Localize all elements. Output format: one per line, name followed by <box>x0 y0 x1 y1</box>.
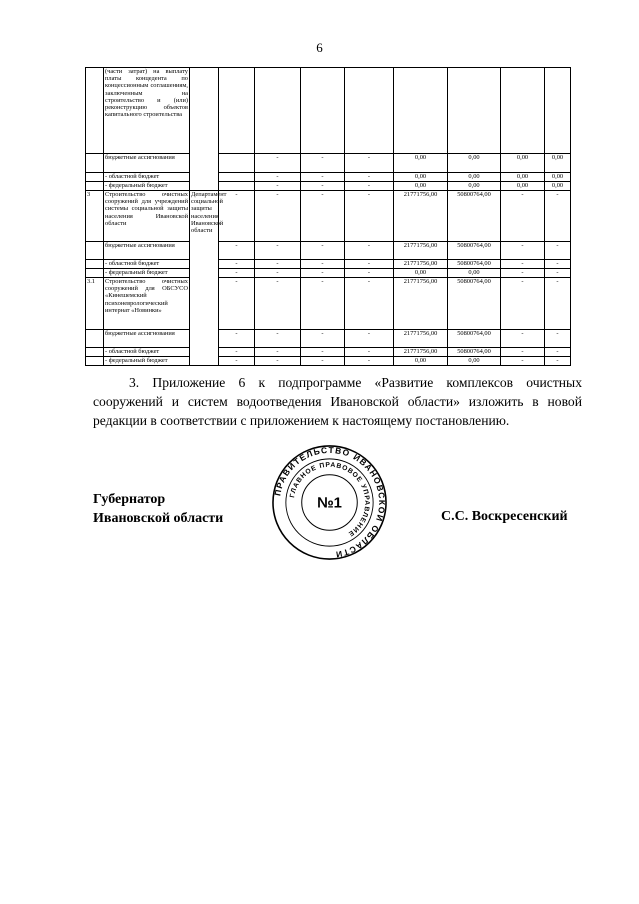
signatory-title <box>93 490 223 528</box>
table-row: 3.1 Строительство очистных сооружений для ОБСУСО «Кинешемский психоневрологический интернат «Новинки» - - - - 21771756,00 50800764,00 - - <box>86 278 571 330</box>
amendment-paragraph: 3. Приложение 6 к подпрограмме «Развитие комплексов очистных сооружений и систем водоотведения Ивановской области» изложить в новой редакции в соответствии с приложением к настоящему постановлению. <box>93 375 582 428</box>
table-row: - областной бюджет - - - - 21771756,00 50800764,00 - - <box>86 260 571 269</box>
table-row: - федеральный бюджет - - - - 0,00 0,00 - - <box>86 269 571 278</box>
table-row: - федеральный бюджет - - - - 0,00 0,00 - - <box>86 357 571 366</box>
table-row: бюджетные ассигнования - - - - 21771756,00 50800764,00 - - <box>86 330 571 348</box>
table-row: бюджетные ассигнования - - - 0,00 0,00 0,00 0,00 <box>86 154 571 173</box>
seal-center-text: №1 <box>317 495 342 512</box>
page-number: 6 <box>316 40 323 55</box>
table-row: - областной бюджет - - - 0,00 0,00 0,00 0,00 <box>86 173 571 182</box>
table-row <box>86 68 571 154</box>
signatory-title-line2: Ивановской области <box>93 511 224 526</box>
executor-cell: Департамент социальной защиты населения Ивановской области <box>190 191 219 366</box>
signatory-name: С.С. Воскресенский <box>441 509 568 524</box>
executor-cell <box>190 68 219 191</box>
table-row: - областной бюджет - - - - 21771756,00 50800764,00 - - <box>86 348 571 357</box>
row-description: (части затрат) на выплату платы концедента по концессионным соглашениям, заключенным на строительство и (или) реконструкцию объектов капитального строительства <box>104 68 190 154</box>
signatory-title-line1: Губернатор <box>93 492 166 507</box>
seal-inner-text: ГЛАВНОЕ ПРАВОВОЕ УПРАВЛЕНИЕ <box>289 461 371 538</box>
seal-outer-text: ПРАВИТЕЛЬСТВО ИВАНОВСКОЙ ОБЛАСТИ <box>272 444 388 560</box>
table-row: - федеральный бюджет - - - 0,00 0,00 0,00 0,00 <box>86 182 571 191</box>
table-row: бюджетные ассигнования - - - - 21771756,00 50800764,00 - - <box>86 242 571 260</box>
table-row: 3 Строительство очистных сооружений для учреждений системы социальной защиты населения Ивановской области Департамент социальной защиты населения Ивановской области - - - - 21771756,00 50800764,00 - - <box>86 191 571 242</box>
funding-table <box>85 67 571 366</box>
official-seal-icon <box>270 443 389 562</box>
